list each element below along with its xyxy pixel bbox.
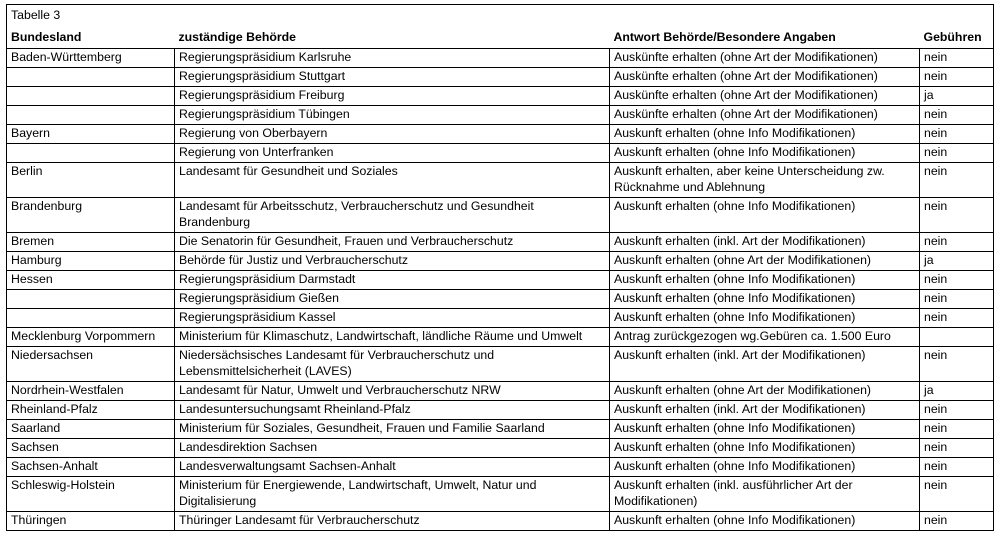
cell-antwort: Auskunft erhalten (ohne Info Modifikationen) (610, 198, 920, 233)
cell-behoerde: Die Senatorin für Gesundheit, Frauen und Verbraucherschutz (175, 233, 610, 252)
cell-behoerde: Thüringer Landesamt für Verbraucherschutz (175, 512, 610, 531)
table-row (7, 125, 994, 144)
table-header-row (7, 28, 994, 49)
table-row (7, 420, 994, 439)
cell-bundesland (7, 290, 175, 309)
cell-bundesland (7, 87, 175, 106)
cell-behoerde: Landesamt für Arbeitsschutz, Verbraucherschutz und Gesundheit Brandenburg (175, 198, 610, 233)
table-row (7, 198, 994, 233)
table-row (7, 163, 994, 198)
cell-antwort: Auskunft erhalten (ohne Info Modifikationen) (610, 271, 920, 290)
cell-bundesland: Bayern (7, 125, 175, 144)
cell-bundesland: Brandenburg (7, 198, 175, 233)
cell-behoerde: Regierungspräsidium Freiburg (175, 87, 610, 106)
cell-behoerde: Landesamt für Gesundheit und Soziales (175, 163, 610, 198)
cell-bundesland: Bremen (7, 233, 175, 252)
cell-bundesland: Baden-Württemberg (7, 49, 175, 68)
cell-gebuehren: nein (920, 401, 994, 420)
cell-antwort: Antrag zurückgezogen wg.Gebüren ca. 1.500 Euro (610, 328, 920, 347)
cell-bundesland: Nordrhein-Westfalen (7, 382, 175, 401)
cell-antwort: Auskunft erhalten (inkl. Art der Modifikationen) (610, 233, 920, 252)
table-body (7, 5, 994, 531)
table-row (7, 477, 994, 512)
table-title-row (7, 5, 994, 29)
table-row (7, 106, 994, 125)
cell-bundesland (7, 106, 175, 125)
table-row (7, 271, 994, 290)
below-table-whitespace (6, 531, 994, 543)
cell-bundesland (7, 144, 175, 163)
cell-antwort: Auskunft erhalten (ohne Info Modifikationen) (610, 458, 920, 477)
cell-behoerde: Niedersächsisches Landesamt für Verbraucherschutz und Lebensmittelsicherheit (LAVES) (175, 347, 610, 382)
cell-gebuehren: nein (920, 477, 994, 512)
cell-antwort: Auskunft erhalten (ohne Info Modifikationen) (610, 125, 920, 144)
cell-gebuehren: nein (920, 106, 994, 125)
cell-antwort: Auskunft erhalten (inkl. Art der Modifikationen) (610, 401, 920, 420)
cell-behoerde: Landesuntersuchungsamt Rheinland-Pfalz (175, 401, 610, 420)
column-header-gebuehren: Gebühren (920, 28, 994, 49)
cell-behoerde: Regierungspräsidium Kassel (175, 309, 610, 328)
cell-gebuehren: nein (920, 49, 994, 68)
cell-antwort: Auskünfte erhalten (ohne Art der Modifikationen) (610, 87, 920, 106)
cell-antwort: Auskunft erhalten (inkl. ausführlicher Art der Modifikationen) (610, 477, 920, 512)
table-row (7, 233, 994, 252)
cell-gebuehren: nein (920, 271, 994, 290)
column-header-behoerde: zuständige Behörde (175, 28, 610, 49)
cell-antwort: Auskünfte erhalten (ohne Art der Modifikationen) (610, 68, 920, 87)
cell-antwort: Auskünfte erhalten (ohne Art der Modifikationen) (610, 106, 920, 125)
cell-behoerde: Ministerium für Energiewende, Landwirtschaft, Umwelt, Natur und Digitalisierung (175, 477, 610, 512)
cell-bundesland: Sachsen-Anhalt (7, 458, 175, 477)
cell-bundesland (7, 68, 175, 87)
cell-bundesland: Thüringen (7, 512, 175, 531)
cell-behoerde: Behörde für Justiz und Verbraucherschutz (175, 252, 610, 271)
cell-gebuehren: nein (920, 439, 994, 458)
cell-gebuehren: ja (920, 87, 994, 106)
cell-bundesland: Rheinland-Pfalz (7, 401, 175, 420)
cell-gebuehren: nein (920, 347, 994, 382)
table-row (7, 382, 994, 401)
cell-gebuehren: nein (920, 163, 994, 198)
authorities-table (6, 4, 994, 531)
cell-behoerde: Landesdirektion Sachsen (175, 439, 610, 458)
cell-antwort: Auskunft erhalten (ohne Info Modifikationen) (610, 420, 920, 439)
cell-behoerde: Landesamt für Natur, Umwelt und Verbraucherschutz NRW (175, 382, 610, 401)
cell-gebuehren: nein (920, 68, 994, 87)
cell-gebuehren: nein (920, 125, 994, 144)
cell-antwort: Auskunft erhalten (ohne Info Modifikationen) (610, 144, 920, 163)
cell-behoerde: Regierungspräsidium Stuttgart (175, 68, 610, 87)
cell-behoerde: Ministerium für Soziales, Gesundheit, Frauen und Familie Saarland (175, 420, 610, 439)
cell-gebuehren: nein (920, 309, 994, 328)
cell-gebuehren: ja (920, 252, 994, 271)
cell-behoerde: Landesverwaltungsamt Sachsen-Anhalt (175, 458, 610, 477)
cell-gebuehren: nein (920, 198, 994, 233)
cell-bundesland: Berlin (7, 163, 175, 198)
cell-antwort: Auskunft erhalten (ohne Info Modifikationen) (610, 439, 920, 458)
table-row (7, 512, 994, 531)
cell-antwort: Auskunft erhalten (ohne Info Modifikationen) (610, 309, 920, 328)
cell-gebuehren: nein (920, 512, 994, 531)
column-header-antwort: Antwort Behörde/Besondere Angaben (610, 28, 920, 49)
cell-bundesland: Schleswig-Holstein (7, 477, 175, 512)
table-row (7, 439, 994, 458)
cell-gebuehren: nein (920, 233, 994, 252)
cell-antwort: Auskunft erhalten (inkl. Art der Modifikationen) (610, 347, 920, 382)
cell-behoerde: Regierung von Oberbayern (175, 125, 610, 144)
cell-antwort: Auskunft erhalten (ohne Art der Modifikationen) (610, 252, 920, 271)
cell-gebuehren (920, 328, 994, 347)
cell-antwort: Auskunft erhalten, aber keine Unterscheidung zw. Rücknahme und Ablehnung (610, 163, 920, 198)
cell-behoerde: Regierung von Unterfranken (175, 144, 610, 163)
cell-antwort: Auskünfte erhalten (ohne Art der Modifikationen) (610, 49, 920, 68)
cell-bundesland: Hamburg (7, 252, 175, 271)
table-row (7, 328, 994, 347)
cell-behoerde: Ministerium für Klimaschutz, Landwirtschaft, ländliche Räume und Umwelt (175, 328, 610, 347)
cell-bundesland: Niedersachsen (7, 347, 175, 382)
cell-antwort: Auskunft erhalten (ohne Info Modifikationen) (610, 290, 920, 309)
cell-bundesland: Saarland (7, 420, 175, 439)
cell-gebuehren: nein (920, 420, 994, 439)
table-row (7, 252, 994, 271)
cell-antwort: Auskunft erhalten (ohne Info Modifikationen) (610, 512, 920, 531)
cell-bundesland: Mecklenburg Vorpommern (7, 328, 175, 347)
table-row (7, 347, 994, 382)
table-row (7, 68, 994, 87)
cell-gebuehren: nein (920, 290, 994, 309)
cell-bundesland (7, 309, 175, 328)
cell-bundesland: Hessen (7, 271, 175, 290)
table-row (7, 87, 994, 106)
table-row (7, 458, 994, 477)
cell-behoerde: Regierungspräsidium Darmstadt (175, 271, 610, 290)
table-row (7, 290, 994, 309)
table-row (7, 144, 994, 163)
cell-antwort: Auskunft erhalten (ohne Art der Modifikationen) (610, 382, 920, 401)
table-row (7, 401, 994, 420)
table-title: Tabelle 3 (7, 5, 994, 29)
table-row (7, 309, 994, 328)
cell-bundesland: Sachsen (7, 439, 175, 458)
cell-gebuehren: ja (920, 382, 994, 401)
cell-gebuehren: nein (920, 144, 994, 163)
column-header-bundesland: Bundesland (7, 28, 175, 49)
cell-behoerde: Regierungspräsidium Karlsruhe (175, 49, 610, 68)
cell-gebuehren: nein (920, 458, 994, 477)
cell-behoerde: Regierungspräsidium Tübingen (175, 106, 610, 125)
cell-behoerde: Regierungspräsidium Gießen (175, 290, 610, 309)
table-row (7, 49, 994, 68)
